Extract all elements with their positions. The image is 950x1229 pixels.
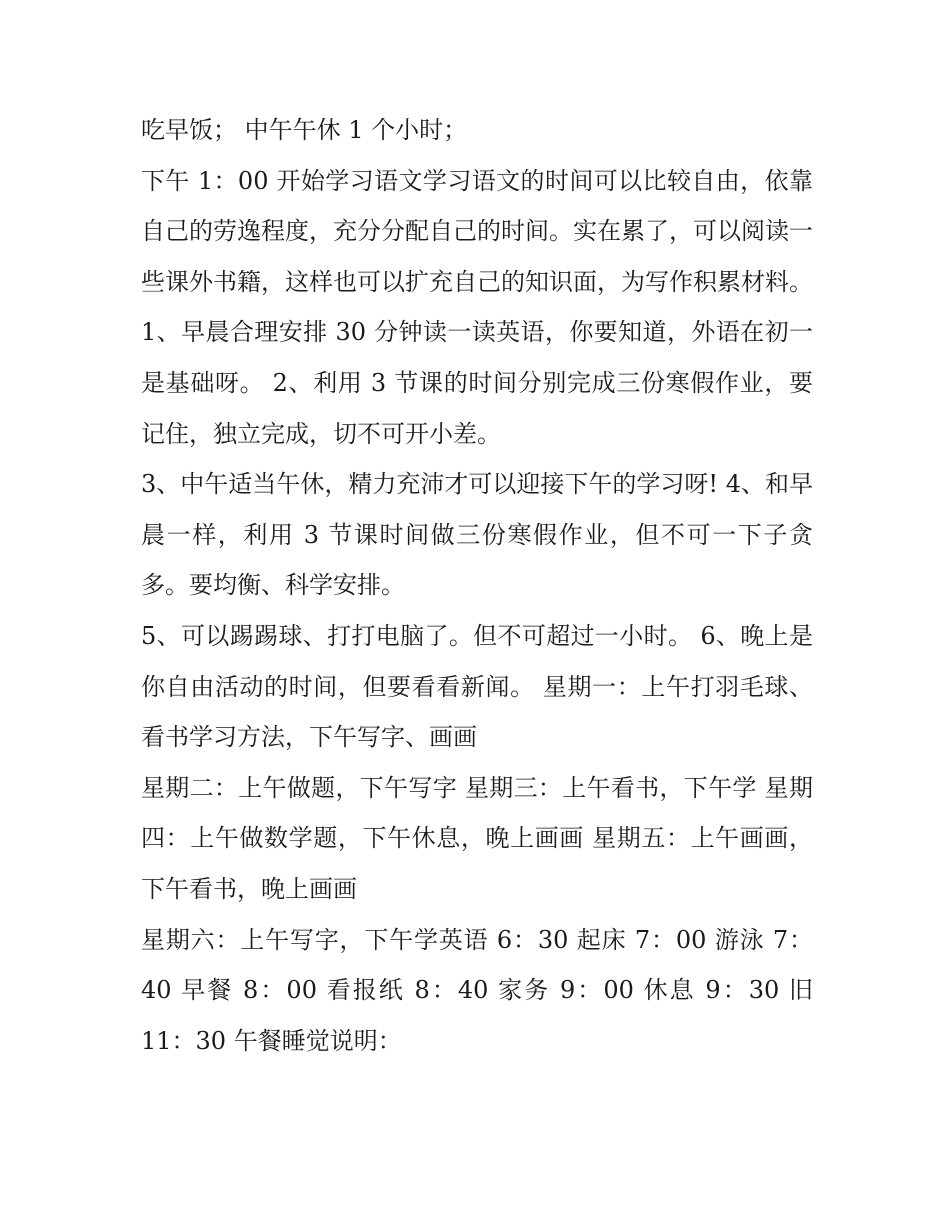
paragraph-tips-1-2: 1、早晨合理安排 30 分钟读一读英语，你要知道，外语在初一是基础呀。 2、利用 3 节课的时间分别完成三份寒假作业，要记住，独立完成，切不可开小差。: [141, 318, 813, 448]
paragraph-lunch-rest: 吃早饭； 中午午休 1 个小时；: [141, 116, 468, 144]
paragraph-tips-3-4: 3、中午适当午休，精力充沛才可以迎接下午的学习呀! 4、和早晨一样，利用 3 节课时间做三份寒假作业，但不可一下子贪多。要均衡、科学安排。: [141, 470, 813, 600]
paragraph-afternoon-chinese: 下午 1：00 开始学习语文学习语文的时间可以比较自由，依靠自己的劳逸程度，充分分配自己的时间。实在累了，可以阅读一些课外书籍，这样也可以扩充自己的知识面，为写作积累材料。: [141, 166, 813, 296]
paragraph-tuesday-to-friday: 星期二：上午做题，下午写字 星期三：上午看书，下午学 星期四：上午做数学题，下午休息，晚上画画 星期五：上午画画，下午看书，晚上画画: [141, 773, 813, 903]
paragraph-tips-5-6-monday: 5、可以踢踢球、打打电脑了。但不可超过一小时。 6、晚上是你自由活动的时间，但要看看新闻。 星期一：上午打羽毛球、看书学习方法，下午写字、画画: [141, 621, 813, 752]
document-body: [141, 105, 813, 1066]
paragraph-saturday-schedule: 星期六：上午写字，下午学英语 6：30 起床 7：00 游泳 7：40 早餐 8：00 看报纸 8：40 家务 9：00 休息 9：30 旧 11：30 午餐睡觉说明：: [141, 925, 813, 1055]
